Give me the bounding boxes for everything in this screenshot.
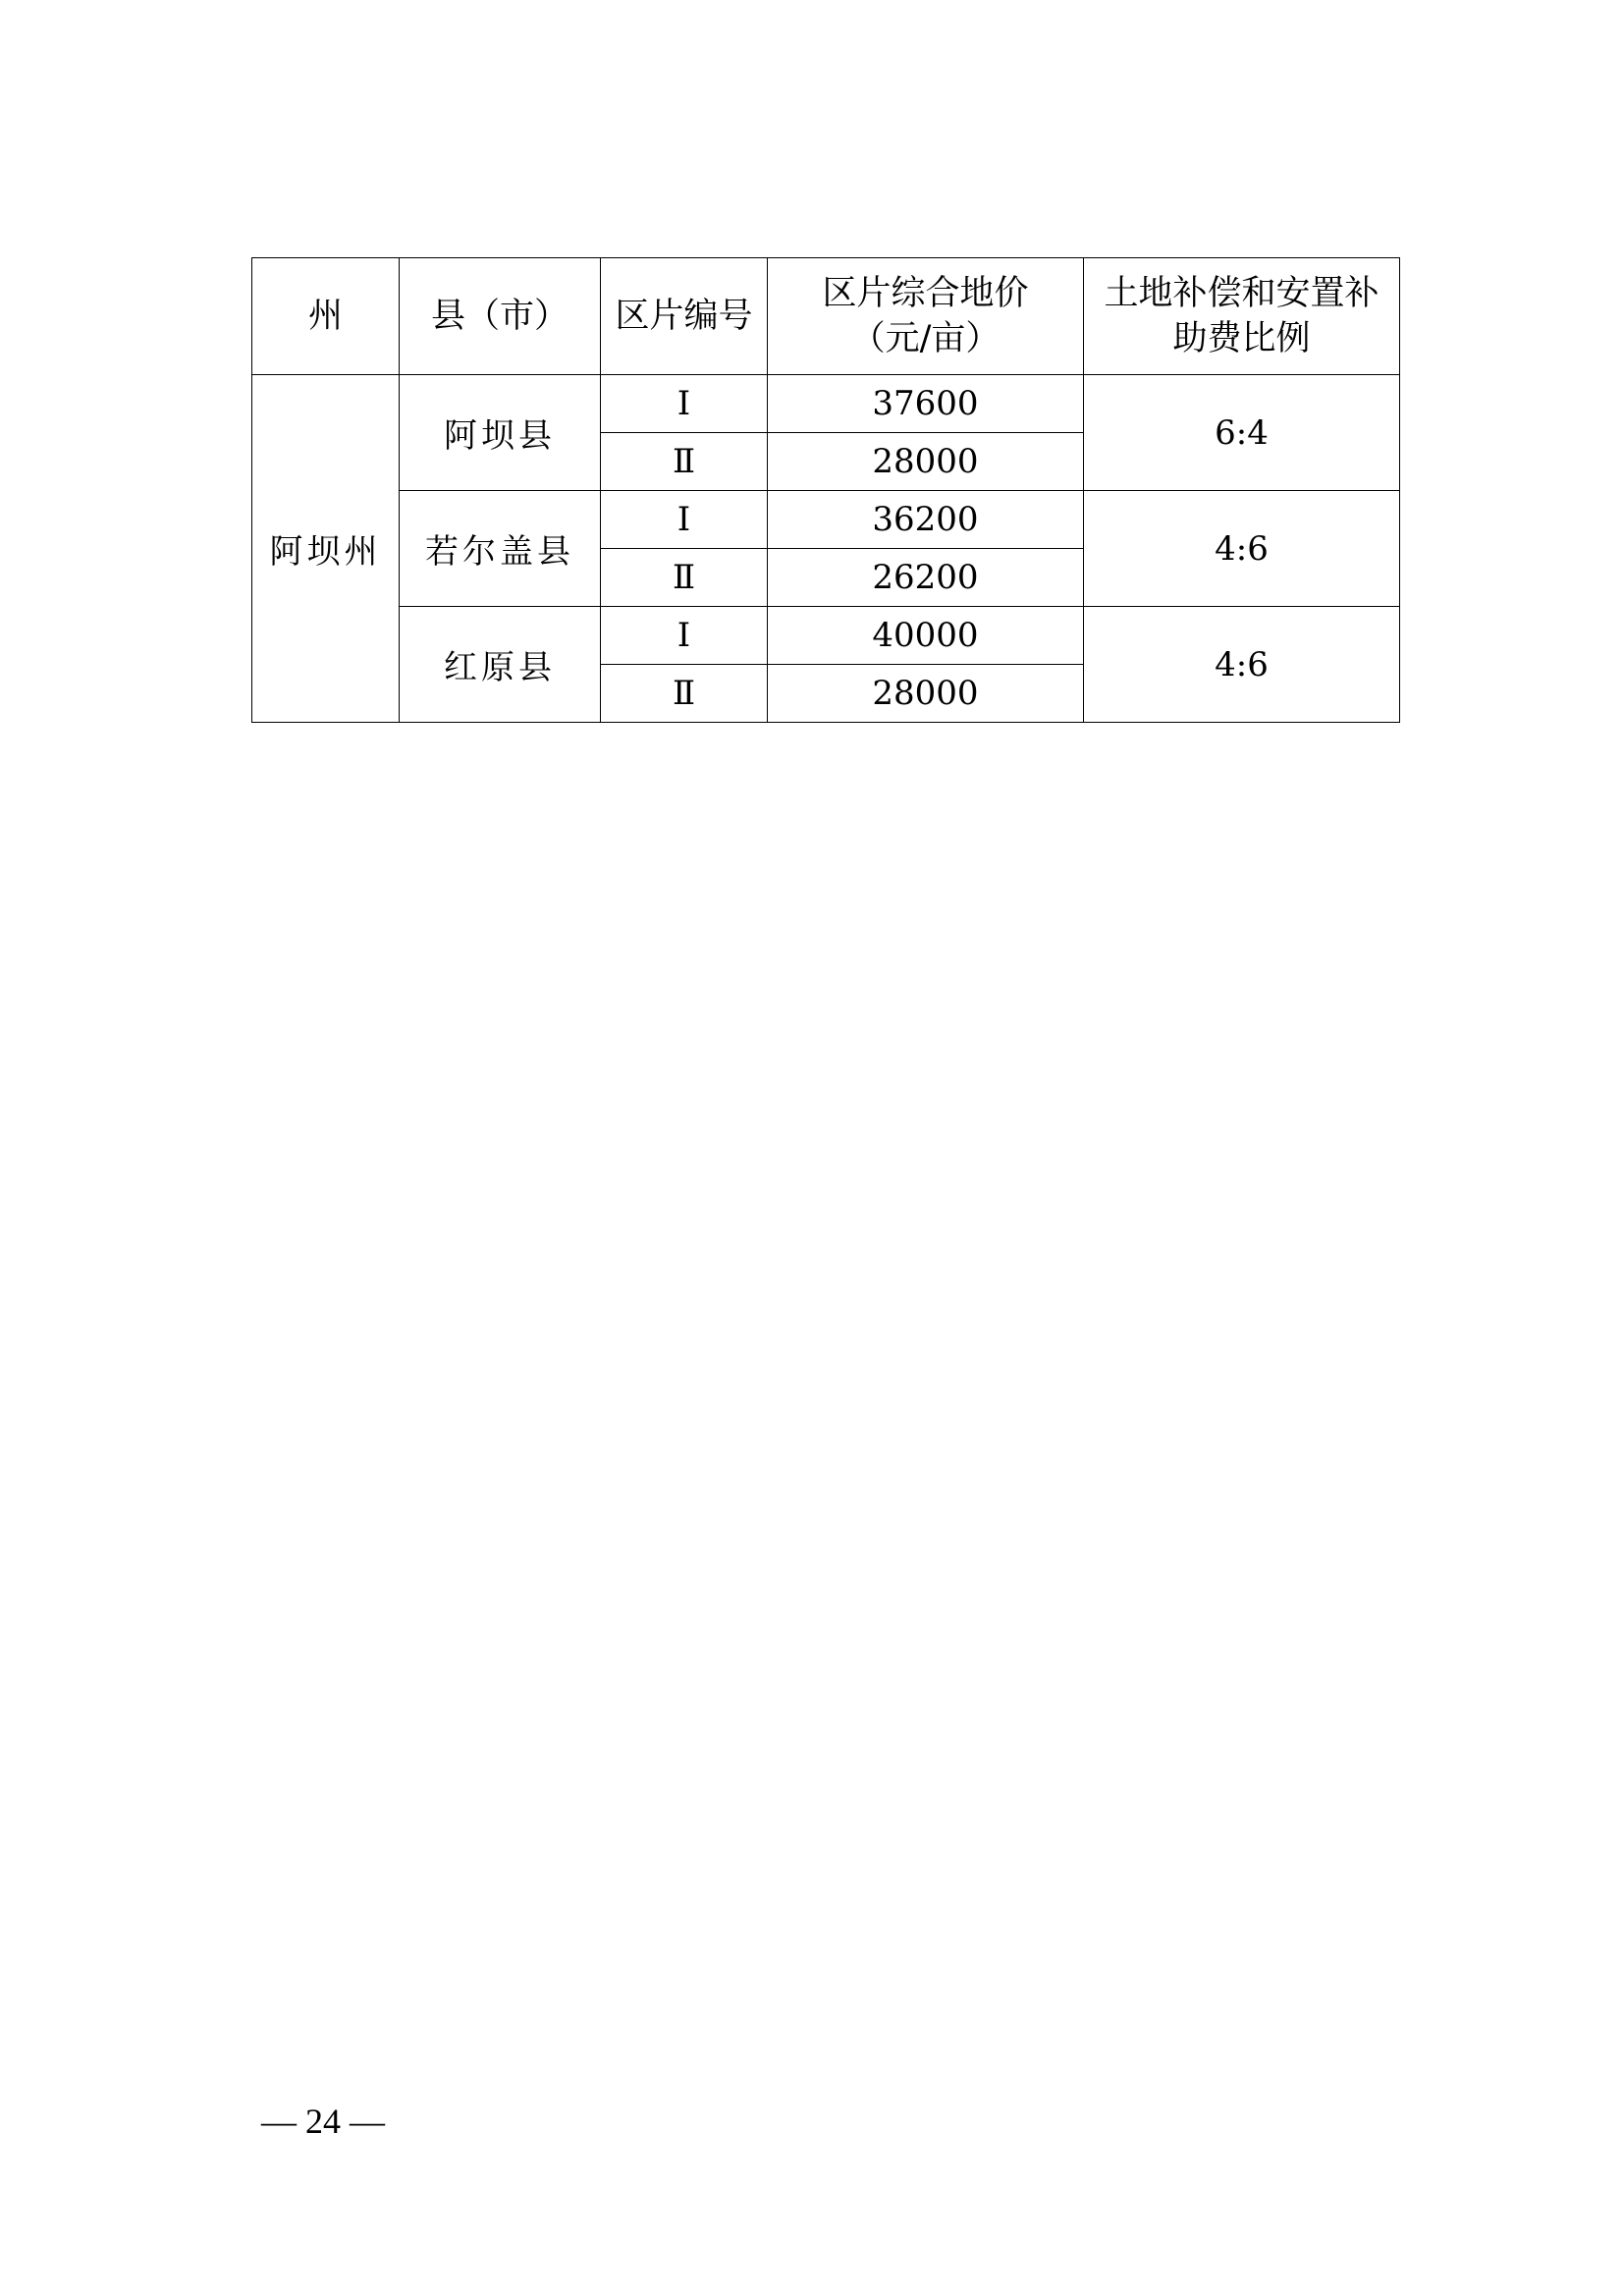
ratio-cell: 6:4 (1084, 375, 1400, 491)
header-price: 区片综合地价 （元/亩） (768, 258, 1084, 375)
table-row (252, 607, 1400, 665)
header-county: 县（市） (400, 258, 601, 375)
header-prefecture: 州 (252, 258, 400, 375)
zone-cell: Ⅱ (601, 433, 768, 491)
page-number: — 24 — (261, 2102, 385, 2141)
price-cell: 28000 (768, 433, 1084, 491)
zone-cell: Ⅰ (601, 375, 768, 433)
county-cell: 阿坝县 (400, 375, 601, 491)
ratio-cell: 4:6 (1084, 607, 1400, 723)
prefecture-cell: 阿坝州 (252, 375, 400, 723)
price-cell: 36200 (768, 491, 1084, 549)
table-header-row (252, 258, 1400, 375)
ratio-cell: 4:6 (1084, 491, 1400, 607)
price-cell: 40000 (768, 607, 1084, 665)
county-cell: 若尔盖县 (400, 491, 601, 607)
land-price-table (251, 257, 1400, 723)
zone-cell: Ⅱ (601, 549, 768, 607)
table-row (252, 491, 1400, 549)
header-zone-number: 区片编号 (601, 258, 768, 375)
zone-cell: Ⅱ (601, 665, 768, 723)
zone-cell: Ⅰ (601, 491, 768, 549)
table-row (252, 375, 1400, 433)
price-cell: 28000 (768, 665, 1084, 723)
price-cell: 26200 (768, 549, 1084, 607)
county-cell: 红原县 (400, 607, 601, 723)
zone-cell: Ⅰ (601, 607, 768, 665)
price-cell: 37600 (768, 375, 1084, 433)
header-ratio: 土地补偿和安置补 助费比例 (1084, 258, 1400, 375)
